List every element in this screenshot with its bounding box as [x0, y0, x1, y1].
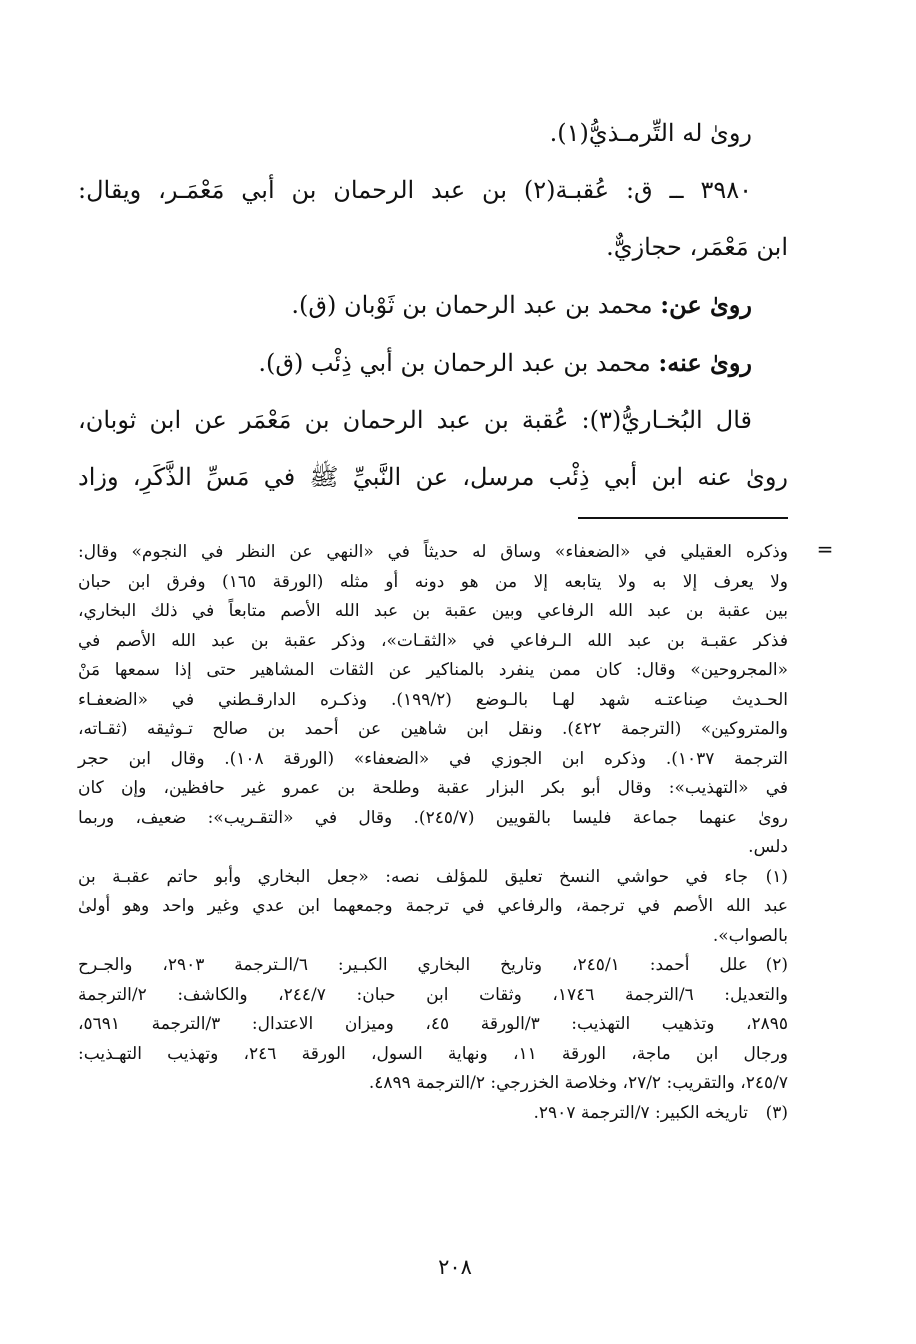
narrated-from-label: روىٰ عن: — [660, 290, 752, 319]
note-line: وذكره العقيلي في «الضعفاء» وساق له حديثاً في «النهي عن النظر في النجوم» وقال: — [78, 542, 788, 562]
note-line: ورجال ابن ماجة، الورقة ١١، ونهاية السول، الورقة ٢٤٦، وتهذيب التهـذيب: — [78, 1043, 788, 1064]
note-line: «المجروحين» وقال: كان ممن ينفرد بالمناكير عن الثقات المشاهير حتى إذا سمعها مَنْ — [78, 660, 788, 680]
narrated-by-label: روىٰ عنه: — [658, 348, 752, 377]
note-line: والتعديل: ٦/الترجمة ١٧٤٦، وثقات ابن حبان: ٢٤٤/٧، والكاشف: ٢/الترجمة — [78, 984, 788, 1005]
footnote-1 — [78, 863, 788, 952]
note-line: روىٰ عنهما جماعة فليسا بالقويين (٢٤٥/٧). وقال في «التقـريب»: ضعيف، وربما — [78, 807, 788, 828]
narrated-from-text: محمد بن عبد الرحمان بن ثَوْبان (ق). — [291, 291, 653, 319]
footnotes-section — [78, 538, 788, 1128]
note-line: بالصواب». — [712, 925, 788, 946]
entry-heading-line: ٣٩٨٠ ــ ق: عُقبـة(٢) بن عبد الرحمان بن أبي مَعْمَـر، ويقال: — [78, 176, 752, 204]
note-line: بين عقبة بن عبد الله الرفاعي وبين عقبة بن عبد الله الأصم متابعاً في ذلك البخاري، — [78, 601, 788, 621]
note-line: فذكر عقبـة بن عبد الله الـرفاعي في «الثقـات»، وذكر عقبة بن عبد الله الأصم في — [78, 630, 788, 651]
note-line: دلس. — [748, 837, 788, 857]
narrated-by-text: محمد بن عبد الرحمان بن أبي ذِئْب (ق). — [258, 349, 651, 377]
note-line: ٢٨٩٥، وتذهيب التهذيب: ٣/الورقة ٤٥، وميزان الاعتدال: ٣/الترجمة ٥٦٩١، — [78, 1014, 788, 1034]
footnote-separator — [578, 517, 788, 519]
continued-note — [78, 538, 788, 863]
narrated-by-line — [78, 334, 788, 392]
page-number: ٢٠٨ — [438, 1255, 472, 1279]
note-line — [78, 1099, 788, 1129]
note-line: الترجمة ١٠٣٧). وذكره ابن الجوزي في «الضعفاء» (الورقة ١٠٨). وقال ابن حجر — [78, 748, 788, 769]
narrated-from-line — [78, 276, 788, 334]
text-line: روىٰ له التِّرمـذيُّ(١). — [549, 119, 752, 147]
text-line: قال البُخـاريُّ(٣): عُقبة بن عبد الرحمان بن مَعْمَر عن ابن ثوبان، — [78, 406, 753, 434]
note-line — [78, 951, 788, 981]
note-line: ولا يعرف إلا به ولا يتابعه إلا من هو دونه أو مثله (الورقة ١٦٥) وفرق ابن حبان — [78, 571, 788, 592]
footnote-3 — [78, 1099, 788, 1129]
note-line: الحـديث صِناعتـه شهد لهـا بالـوضع (١٩٩/٢). وذكـره الدارقـطني في «الضعفـاء — [78, 689, 788, 710]
main-text — [78, 105, 788, 506]
text-line: روىٰ عنه ابن أبي ذِئْب مرسل، عن النَّبيِّ ﷺ في مَسِّ الذَّكَرِ، وزاد — [78, 463, 788, 491]
footnote-number: (٢) — [765, 955, 789, 975]
footnote-text: تاريخه الكبير: ٧/الترجمة ٢٩٠٧. — [533, 1102, 748, 1123]
note-line: في «التهذيب»: وقال أبو بكر البزار عقبة وطلحة بن عمرو غير حافظين، وإن كان — [78, 778, 788, 798]
continuation-marker: = — [816, 537, 834, 561]
footnote-number: (١) — [765, 866, 788, 887]
note-line: عبد الله الأصم في ترجمة، والرفاعي في ترجمة وجمعهما ابن عدي وغير واحد وهو أولىٰ — [78, 896, 788, 916]
note-line — [78, 863, 788, 893]
note-line: والمتروكين» (الترجمة ٤٢٢). ونقل ابن شاهين عن أحمد بن صالح تـوثيقه (ثقـاته، — [78, 719, 788, 739]
footnote-number: (٣) — [765, 1102, 788, 1123]
footnote-2 — [78, 951, 788, 1099]
footnote-text: جاء في حواشي النسخ تعليق للمؤلف نصه: «جعل البخاري وأبو حاتم عقبـة بن — [78, 866, 748, 887]
note-line: ٢٤٥/٧، والتقريب: ٢٧/٢، وخلاصة الخزرجي: ٢/الترجمة ٤٨٩٩. — [368, 1073, 788, 1093]
footnote-text: علل أحمد: ٢٤٥/١، وتاريخ البخاري الكبـير: ٦/الـترجمة ٢٩٠٣، والجـرح — [78, 955, 749, 975]
text-line: ابن مَعْمَر، حجازيٌّ. — [606, 233, 788, 261]
